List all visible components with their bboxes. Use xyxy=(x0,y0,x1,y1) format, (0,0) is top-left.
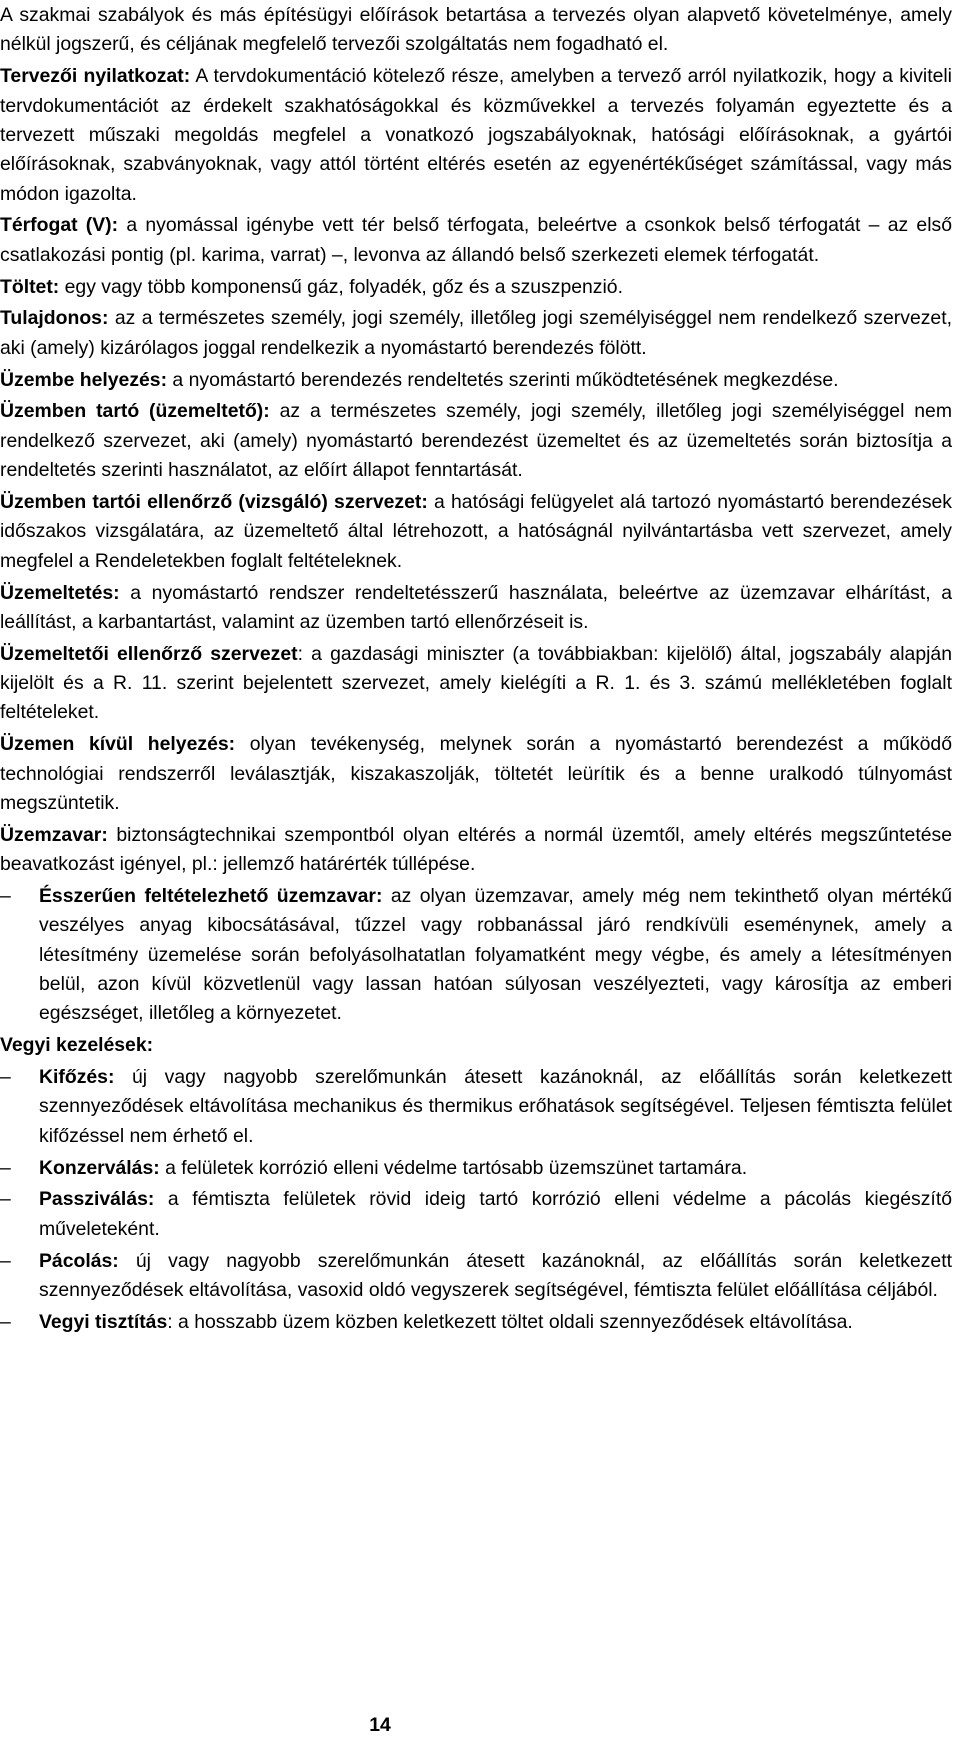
list-item-vegyi-tisztitas xyxy=(0,1308,952,1337)
definition-term: Üzemen kívül helyezés: xyxy=(0,733,236,756)
definition-text: : a gazdasági miniszter (a továbbiakban: kijelölő) által, jogszabály alapján kijelölt és a R. 11. szerint bejelentett szervezet, amely kielégíti a R. 1. és 3. számú mellékletében foglalt feltételeket. xyxy=(0,642,952,724)
definition-term: Üzemben tartó (üzemeltető): xyxy=(0,400,270,423)
definition-uzemben-tartoi-ellenorzo xyxy=(0,488,952,576)
definition-text: a nyomástartó berendezés rendeltetés szerinti működtetésének megkezdése. xyxy=(167,368,839,391)
dash-bullet: – xyxy=(0,1310,11,1333)
list-item-term: Ésszerűen feltételezhető üzemzavar: xyxy=(39,884,383,907)
paragraph-text: A szakmai szabályok és más építésügyi előírások betartása a tervezés olyan alapvető követelménye, amely nélkül jogszerű, és céljának megfelelő tervezői szolgáltatás nem fogadható el. xyxy=(0,4,952,56)
list-item-kifozes xyxy=(0,1063,952,1151)
list-item-term: Vegyi tisztítás xyxy=(39,1310,168,1333)
dash-bullet: – xyxy=(0,1156,11,1179)
list-item-term: Passziválás: xyxy=(39,1188,155,1211)
section-title-vegyi-kezelesek: Vegyi kezelések: xyxy=(0,1034,154,1057)
definition-text: a nyomástartó rendszer rendeltetésszerű használata, beleértve az üzemzavar elhárítást, a leállítást, a karbantartást, valamint az üzemben tartó ellenőrzéseit is. xyxy=(0,581,952,633)
definition-text: a hatósági felügyelet alá tartozó nyomástartó berendezések időszakos vizsgálatára, az üzemeltető által létrehozott, a hatóságnál nyilvántartásba vett szervezet, amely megfelel a Rendeletekben foglalt feltételeknek. xyxy=(0,491,953,572)
definition-term: Tervezői nyilatkozat: xyxy=(0,65,191,88)
definition-term: Üzemben tartói ellenőrző (vizsgáló) szervezet: xyxy=(0,491,428,513)
definition-uzemben-tarto xyxy=(0,397,952,485)
definition-term: Üzemeltetői ellenőrző szervezet xyxy=(0,642,298,665)
definition-term: Töltet: xyxy=(0,275,60,298)
page-number: 14 xyxy=(369,1714,391,1736)
definition-uzemeltetoi-ellenorzo xyxy=(0,640,952,728)
list-item-text: : a hosszabb üzem közben keletkezett töltet oldali szennyeződések eltávolítása. xyxy=(167,1310,853,1333)
definition-text: az a természetes személy, jogi személy, illetőleg jogi személyiséggel nem rendelkező szervezet, aki (amely) kizárólagos joggal rendelkezik a nyomástartó berendezés fölött. xyxy=(0,307,952,359)
list-item-term: Kifőzés: xyxy=(39,1066,115,1089)
definition-term: Üzembe helyezés: xyxy=(0,368,168,391)
paragraph-intro xyxy=(0,1,952,60)
list-item-text: a felületek korrózió elleni védelme tartósabb üzemszünet tartamára. xyxy=(159,1156,748,1179)
definition-uzemen-kivul-helyezes xyxy=(0,730,952,818)
dash-bullet: – xyxy=(0,1066,11,1089)
list-item-term: Pácolás: xyxy=(39,1249,119,1272)
definition-tulajdonos xyxy=(0,304,952,363)
dash-bullet: – xyxy=(0,884,11,907)
list-item-esszeruen-feltetelezheto xyxy=(0,882,952,1029)
definition-text: biztonságtechnikai szempontból olyan eltérés a normál üzemtől, amely eltérés megszűntetése beavatkozást igényel, pl.: jellemző határérték túllépése. xyxy=(0,823,952,876)
list-item-text: az olyan üzemzavar, amely még nem tekinthető olyan mértékű veszélyes anyag kibocsátásával, tűzzel vagy robbanással járó rendkívüli eseménynek, amely a létesítmény üzemelése során befolyásolhatatlan folyamatként megy végbe, és amely a létesítményen belül, azon kívül közvetlenül vagy lassan hatóan súlyosan veszélyezteti, vagy károsítja az emberi egészséget, illetőleg a környezetet. xyxy=(39,884,952,1025)
definition-toltet xyxy=(0,273,952,302)
definition-text: a nyomással igénybe vett tér belső térfogata, beleértve a csonkok belső térfogatát – az első csatlakozási pontig (pl. karima, varrat) –, levonva az állandó belső szerkezeti elemek térfogatát. xyxy=(0,214,952,266)
definition-text: A tervdokumentáció kötelező része, amelyben a tervező arról nyilatkozik, hogy a kiviteli tervdokumentációt az érdekelt szakhatóságokkal és közművekkel a tervezés folyamán egyeztette és a tervezett műszaki megoldás megfelel a vonatkozó jogszabályoknak, hatósági előírásoknak, a gyártói előírásoknak, szabványoknak, vagy attól történt eltérés esetén az egyenértékűséget számítással, vagy más módon igazolta. xyxy=(0,65,952,205)
list-item-text: a fémtiszta felületek rövid ideig tartó korrózió elleni védelme a pácolás kiegészítő műveleteként. xyxy=(39,1188,952,1240)
definition-term: Térfogat (V): xyxy=(0,214,119,237)
list-item-text: új vagy nagyobb szerelőmunkán átesett kazánoknál, az előállítás során keletkezett szennyeződések eltávolítása, vasoxid oldó vegyszerek segítségével, fémtiszta felület előállítása céljából. xyxy=(39,1249,952,1301)
definition-term: Üzemzavar: xyxy=(0,823,108,846)
definition-terfogat xyxy=(0,211,952,270)
definition-uzemzavar xyxy=(0,821,952,880)
definition-text: olyan tevékenység, melynek során a nyomástartó berendezést a működő technológiai rendszerről leválasztják, kiszakaszolják, töltetét leürítik és a benne uralkodó túlnyomást megszüntetik. xyxy=(0,733,952,814)
list-item-konzervalas xyxy=(0,1154,952,1183)
definition-tervezoi-nyilatkozat xyxy=(0,62,952,209)
definition-text: az a természetes személy, jogi személy, illetőleg jogi személyiséggel nem rendelkező szervezet, aki (amely) nyomástartó berendezést üzemeltet és az üzemeltetés során biztosítja a rendeltetés szerinti használatot, az előírt állapot fenntartását. xyxy=(0,400,952,482)
definition-term: Tulajdonos: xyxy=(0,307,109,330)
dash-bullet: – xyxy=(0,1249,11,1272)
definition-text: egy vagy több komponensű gáz, folyadék, gőz és a szuszpenzió. xyxy=(59,275,623,298)
list-item-pacolas xyxy=(0,1247,952,1306)
definition-uzemeltetes xyxy=(0,579,952,638)
definition-term: Üzemeltetés: xyxy=(0,581,120,604)
dash-bullet: – xyxy=(0,1188,11,1211)
list-item-text: új vagy nagyobb szerelőmunkán átesett kazánoknál, az előállítás során keletkezett szennyeződések eltávolítása mechanikus és thermikus erőhatások segítségével. Teljesen fémtiszta felület kifőzéssel nem érhető el. xyxy=(39,1066,952,1147)
list-item-term: Konzerválás: xyxy=(39,1156,160,1179)
definition-uzembe-helyezes xyxy=(0,366,952,395)
list-item-passzivalas xyxy=(0,1185,952,1244)
